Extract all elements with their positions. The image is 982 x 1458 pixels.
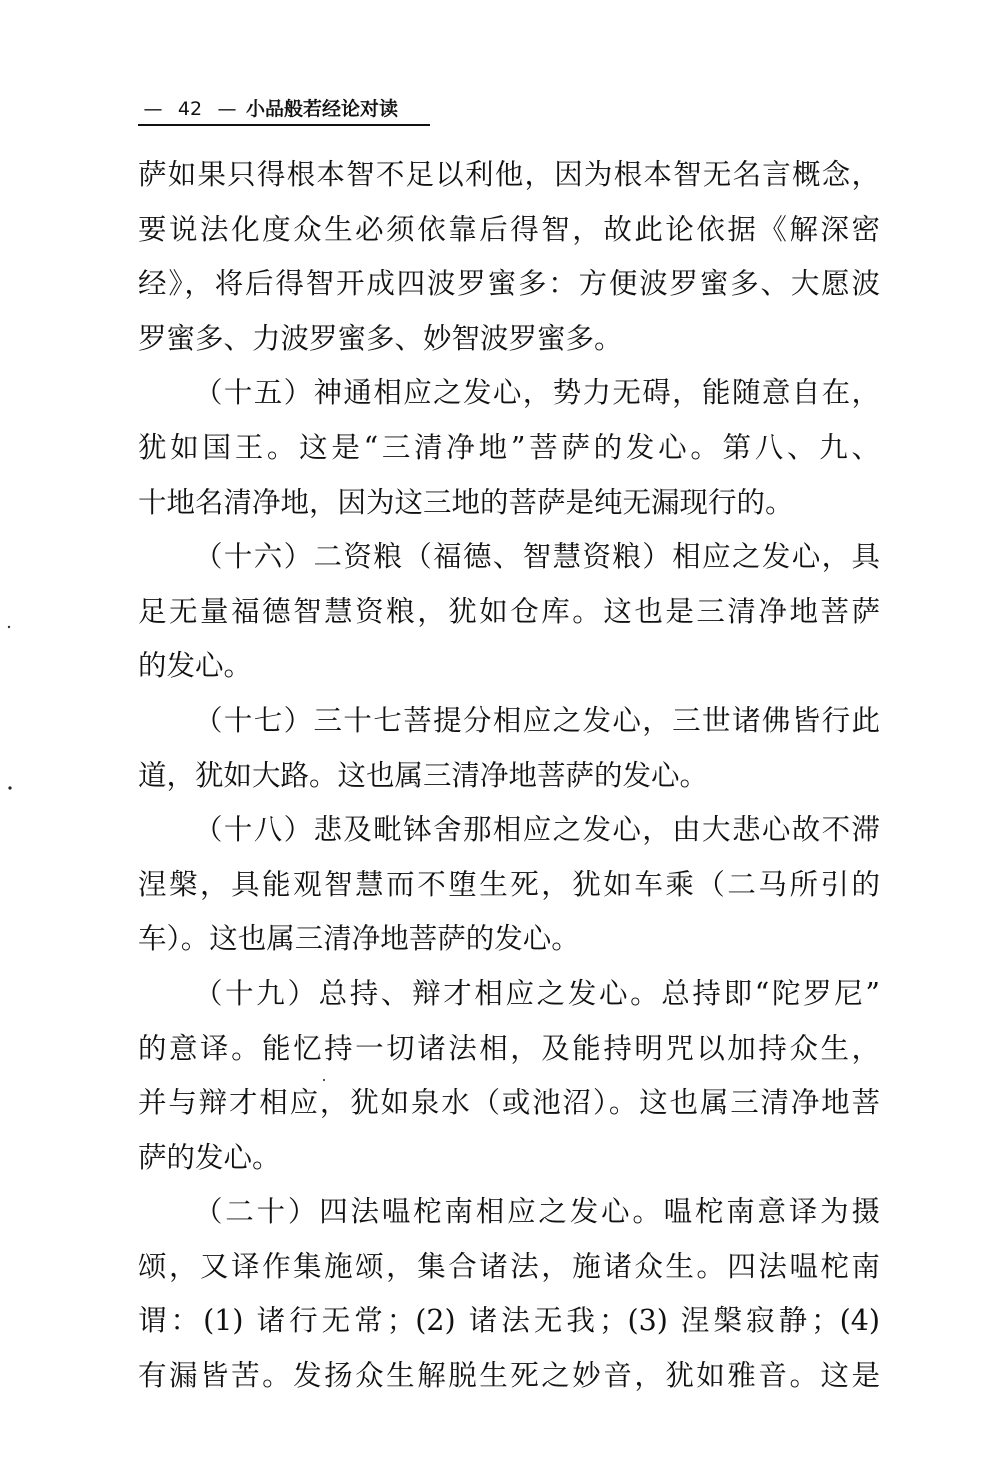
text-line: （十七）三十七菩提分相应之发心，三世诸佛皆行此 [194, 703, 880, 737]
text-line: 萨的发心。 [138, 1140, 281, 1174]
text-line: （十九）总持、辩才相应之发心。总持即“陀罗尼” [194, 976, 880, 1010]
text-line: 足无量福德智慧资粮，犹如仓库。这也是三清净地菩萨 [138, 594, 880, 628]
text-line: 有漏皆苦。发扬众生解脱生死之妙音，犹如雅音。这是 [138, 1359, 880, 1393]
text-line: 要说法化度众生必须依靠后得智，故此论依据《解深密 [138, 212, 880, 246]
text-line: 道，犹如大路。这也属三清净地菩萨的发心。 [138, 758, 709, 792]
text-line: 十地名清净地，因为这三地的菩萨是纯无漏现行的。 [138, 485, 794, 519]
text-line: （十八）悲及毗钵舍那相应之发心，由大悲心故不滞 [194, 813, 880, 847]
text-line: 罗蜜多、力波罗蜜多、妙智波罗蜜多。 [138, 321, 623, 355]
scan-speck [8, 786, 11, 789]
text-line: 的发心。 [138, 649, 253, 683]
text-line: 车）。这也属三清净地菩萨的发心。 [138, 922, 580, 956]
header-dash-right: — [217, 98, 237, 120]
scan-speck [323, 1079, 325, 1081]
text-line: （十六）二资粮（福德、智慧资粮）相应之发心，具 [194, 540, 880, 574]
text-line: （二十）四法嗢柁南相应之发心。嗢柁南意译为摄 [194, 1195, 880, 1229]
text-line: 经》，将后得智开成四波罗蜜多：方便波罗蜜多、大愿波 [138, 267, 880, 301]
book-title: 小品般若经论对读 [246, 98, 399, 120]
text-line: 萨如果只得根本智不足以利他，因为根本智无名言概念， [138, 158, 880, 191]
page-number: 42 [177, 98, 203, 120]
text-line: 涅槃，具能观智慧而不堕生死，犹如车乘（二马所引的 [138, 867, 880, 901]
text-line: 谓：(1) 诸行无常；(2) 诸法无我；(3) 涅槃寂静；(4) [138, 1304, 880, 1338]
text-line: 犹如国王。这是“三清净地”菩萨的发心。第八、九、 [138, 430, 880, 464]
text-line: 的意译。能忆持一切诸法相，及能持明咒以加持众生， [138, 1031, 880, 1065]
text-line: （十五）神通相应之发心，势力无碍，能随意自在， [194, 376, 880, 410]
text-line: 并与辩才相应，犹如泉水（或池沼）。这也属三清净地菩 [138, 1086, 880, 1120]
scan-speck [8, 626, 10, 628]
header-dash-left: — [143, 98, 163, 120]
text-line: 颂，又译作集施颂，集合诸法，施诸众生。四法嗢柁南 [138, 1249, 880, 1283]
